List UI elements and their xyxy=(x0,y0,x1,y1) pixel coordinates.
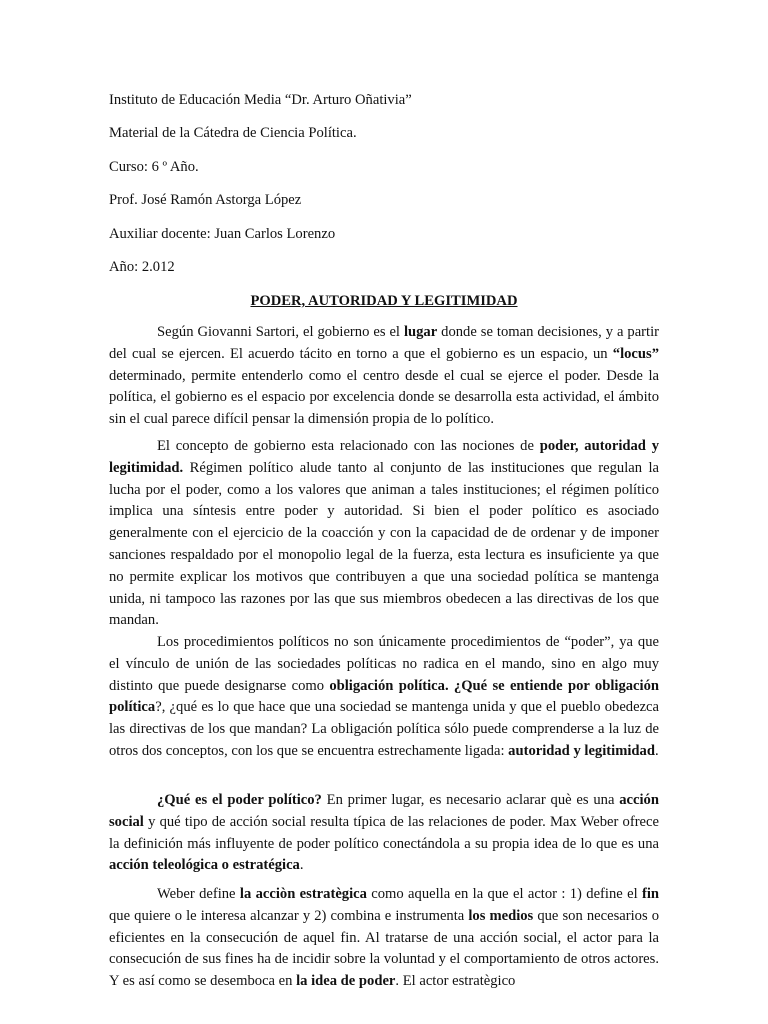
paragraph-1-text xyxy=(109,322,659,431)
bold-run: acción social xyxy=(109,792,659,830)
paragraph-3 xyxy=(109,632,659,763)
paragraph-2 xyxy=(109,436,659,632)
year-line: Año: 2.012 xyxy=(109,258,175,275)
professor-line: Prof. José Ramón Astorga López xyxy=(109,192,302,209)
text-run: donde se toman decisiones, y a partir del cual se ejercen. El acuerdo tácito en torno a que el gobierno es un espacio, un xyxy=(109,324,659,362)
bold-run: poder, autoridad y legitimidad. xyxy=(109,438,659,476)
text-run: que quiere o le interesa alcanzar y 2) combina e instrumenta xyxy=(109,907,469,924)
text-run: Los procedimientos políticos no son únicamente procedimientos de “poder”, ya que el vínculo de unión de las sociedades políticas no radica en el mando, sino en algo muy distinto que puede designarse como xyxy=(109,634,659,694)
text-run: . xyxy=(654,742,659,759)
bold-run: lugar xyxy=(403,324,438,340)
text-run: que son necesarios o eficientes en la consecución de aquel fin. Al tratarse de una acción social, el actor para la consecución de sus fines ha de incidir sobre la voluntad y el comportamiento de otros actores. Y es así como se desemboca en xyxy=(109,907,659,990)
bold-run: los medios xyxy=(468,907,534,924)
bold-run: la acciòn estratègica xyxy=(239,886,367,902)
document-title: PODER, AUTORIDAD Y LEGITIMIDAD xyxy=(250,293,518,309)
text-run: Según Giovanni Sartori, el gobierno es el xyxy=(157,324,404,340)
text-run: como aquella en la que el actor : 1) define el xyxy=(366,886,642,902)
paragraph-2-text xyxy=(109,436,659,632)
paragraph-4 xyxy=(109,790,659,877)
paragraph-5-text xyxy=(109,884,659,993)
assistant-line: Auxiliar docente: Juan Carlos Lorenzo xyxy=(109,225,336,242)
text-run: . El actor estratègico xyxy=(395,973,516,990)
paragraph-3-text xyxy=(109,632,659,763)
paragraph-4-text xyxy=(109,790,659,877)
text-run: En primer lugar, es necesario aclarar què es una xyxy=(321,792,620,808)
text-run: ?, ¿qué es lo que hace que una sociedad se mantenga unida y que el pueblo obedezca las directivas de los que mandan? La obligación política sólo puede comprenderse a la luz de otros dos conceptos, con los que se encuentra estrechamente ligada: xyxy=(109,699,659,759)
paragraph-5 xyxy=(109,884,659,993)
text-run: Weber define xyxy=(157,886,240,902)
bold-run: acción teleológica o estratégica xyxy=(109,857,300,874)
paragraph-1 xyxy=(109,322,659,431)
bold-run: “locus” xyxy=(612,345,659,362)
bold-run: obligación política. ¿Qué se entiende por obligación política xyxy=(109,677,659,716)
text-run: Régimen político alude tanto al conjunto de las instituciones que regulan la lucha por el poder, como a los valores que animan a tales instituciones; el régimen político implica una síntesis entre poder y autoridad. Si bien el poder político es asociado generalmente con el ejercicio de la coacción y con la capacidad de de ordenar y de imponer sanciones respaldado por el monopolio legal de la fuerza, esta lectura es insuficiente ya que no permite explicar los motivos que contribuyen a que una sociedad política se mantenga unida, ni tampoco las razones por las que sus miembros obedecen a las directivas de los que mandan. xyxy=(109,459,659,629)
text-run: determinado, permite entenderlo como el centro desde el cual se ejerce el poder. Desde la política, el gobierno es el espacio por excelencia donde se desarrolla esta actividad, el ámbito sin el cual parece difícil pensar la dimensión propia de lo político. xyxy=(109,367,659,428)
bold-run: ¿Qué es el poder político? xyxy=(157,792,322,808)
text-run: El concepto de gobierno esta relacionado con las nociones de xyxy=(157,438,540,454)
bold-run: la idea de poder xyxy=(296,973,396,990)
bold-run: autoridad y legitimidad xyxy=(508,742,655,759)
bold-run: fin xyxy=(641,886,659,902)
course-line: Curso: 6 º Año. xyxy=(109,158,199,175)
text-run: . xyxy=(299,857,304,874)
document-header xyxy=(109,90,669,290)
material-line: Material de la Cátedra de Ciencia Política. xyxy=(109,125,357,142)
text-run: y qué tipo de acción social resulta típica de las relaciones de poder. Max Weber ofrece la definición más influyente de poder político conectándola a su propia idea de lo que es una xyxy=(109,813,659,852)
institute-line: Instituto de Educación Media “Dr. Arturo Oñativia” xyxy=(109,92,412,108)
